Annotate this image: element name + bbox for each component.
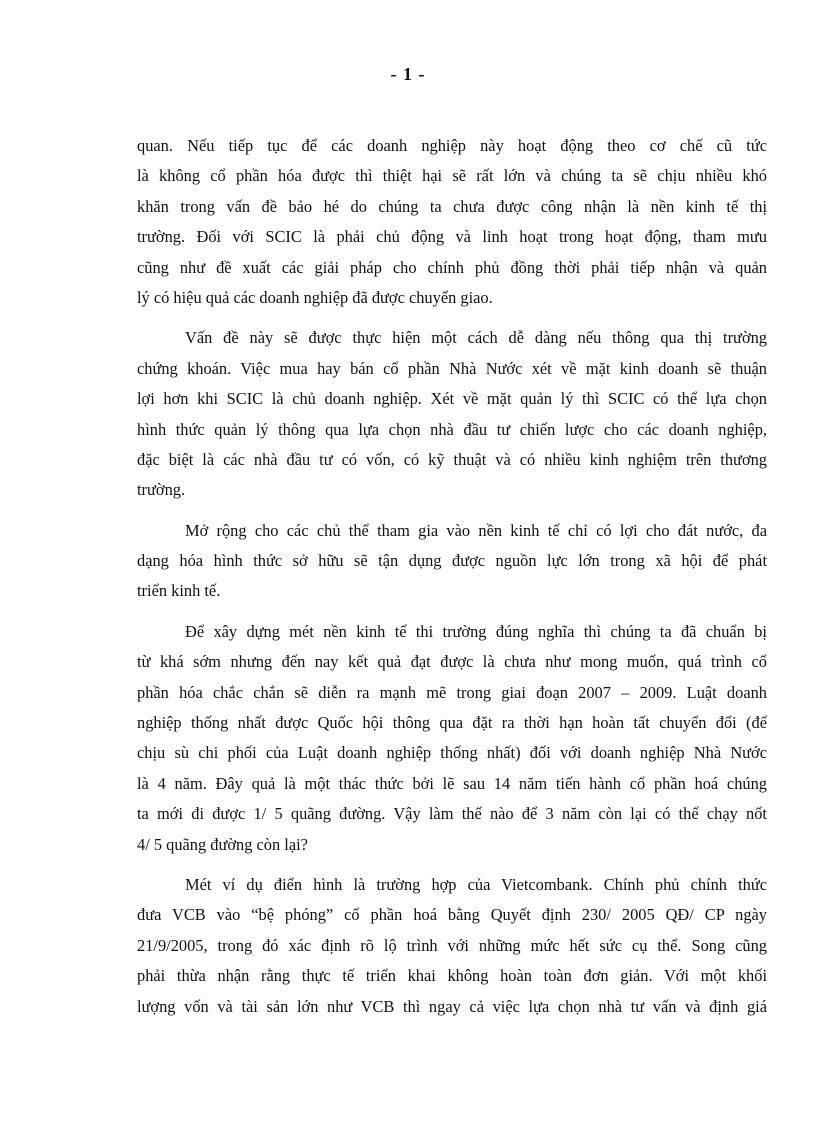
paragraph-3 <box>137 516 767 607</box>
paragraph-2 <box>137 323 767 505</box>
text-line: phải thừa nhận rằng thực tế triển khai không hoàn toàn đơn giản. Với một khối <box>137 966 767 986</box>
text-line: ta mới đi được 1/ 5 quãng đường. Vậy làm thế nào để 3 năm còn lại có thể chạy nốt <box>137 804 767 824</box>
text-line: 21/9/2005, trong đó xác định rõ lộ trình với những mức hết sức cụ thể. Song cũng <box>137 935 767 955</box>
text-line: dạng hóa hình thức sở hữu sẽ tận dụng được nguồn lực lớn trong xã hội để phát <box>137 551 767 571</box>
text-line: Vấn đề này sẽ được thực hiện một cách dễ dàng nếu thông qua thị trường <box>185 328 767 348</box>
text-line: Để xây dựng mét nền kinh tế thi trường đúng nghĩa thì chúng ta đã chuẩn bị <box>185 621 767 641</box>
text-line: là không cổ phần hóa được thì thiệt hại sẽ rất lớn và chúng ta sẽ chịu nhiều khó <box>137 166 767 186</box>
text-line: chứng khoán. Việc mua hay bán cổ phần Nhà Nước xét về mặt kinh doanh sẽ thuận <box>137 358 767 378</box>
text-line: khăn trong vấn đề bảo hé do chúng ta chưa được công nhận là nền kinh tế thị <box>137 196 767 216</box>
text-line: lượng vốn và tài sản lớn như VCB thì ngay cả việc lựa chọn nhà tư vấn và định giá <box>137 996 767 1016</box>
document-body <box>137 131 767 1032</box>
text-line: đưa VCB vào “bệ phóng” cổ phần hoá bằng Quyết định 230/ 2005 QĐ/ CP ngày <box>137 905 767 925</box>
text-line: trường. <box>137 480 186 500</box>
text-line: đặc biệt là các nhà đầu tư có vốn, có kỹ thuật và có nhiều kinh nghiệm trên thương <box>137 449 767 469</box>
text-line: quan. Nếu tiếp tục để các doanh nghiệp này hoạt động theo cơ chế cũ tức <box>137 136 767 155</box>
paragraph-5 <box>137 870 767 1022</box>
text-line: từ khá sớm nhưng đến nay kết quả đạt được là chưa như mong muốn, quá trình cổ <box>137 652 767 672</box>
text-line: là 4 năm. Đây quả là một thác thức bởi lẽ sau 14 năm tiến hành cổ phần hoá chúng <box>137 773 767 793</box>
paragraph-4 <box>137 617 767 860</box>
text-line: cũng như đề xuất các giải pháp cho chính phủ đồng thời phải tiếp nhận và quản <box>137 257 767 277</box>
page-number: - 1 - <box>390 64 426 84</box>
text-line: nghiệp thống nhất được Quốc hội thông qua đặt ra thời hạn hoàn tất chuyển đổi (để <box>137 713 767 733</box>
paragraph-1 <box>137 131 767 313</box>
text-line: Mét ví dụ điển hình là trường hợp của Vietcombank. Chính phủ chính thức <box>185 874 767 894</box>
text-line: lợi hơn khi SCIC là chủ doanh nghiệp. Xét về mặt quản lý thì SCIC có thể lựa chọn <box>137 389 767 409</box>
text-line: 4/ 5 quãng đường còn lại? <box>137 834 308 854</box>
text-line: chịu sù chi phối của Luật doanh nghiệp thống nhất) đối với doanh nghiệp Nhà Nước <box>137 743 767 763</box>
text-line: trường. Đối với SCIC là phải chủ động và linh hoạt trong hoạt động, tham mưu <box>137 227 767 247</box>
text-line: phần hóa chắc chắn sẽ diễn ra mạnh mẽ trong giai đoạn 2007 – 2009. Luật doanh <box>137 682 767 702</box>
text-line: Mở rộng cho các chủ thể tham gia vào nền kinh tế chỉ có lợi cho đát nước, đa <box>185 520 767 540</box>
text-line: hình thức quản lý thông qua lựa chọn nhà đầu tư chiến lược cho các doanh nghiệp, <box>137 419 767 439</box>
text-line: triển kinh tế. <box>137 581 221 601</box>
text-line: lý có hiệu quả các doanh nghiệp đã được chuyển giao. <box>137 287 493 307</box>
